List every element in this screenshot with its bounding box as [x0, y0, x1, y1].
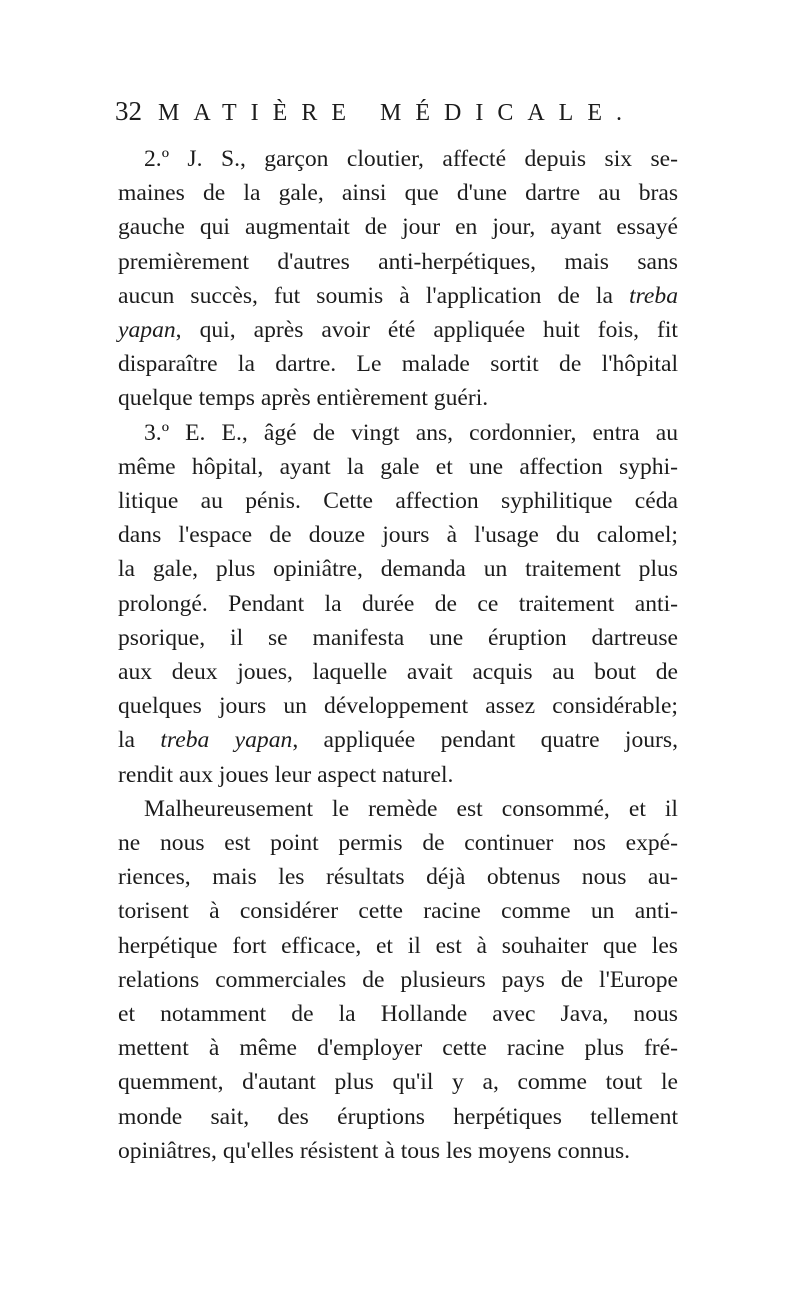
text-segment: disparaître la dartre. Le malade sortit de l'hôpital — [118, 351, 678, 378]
paragraph — [118, 142, 678, 416]
text-segment: , appliquée pendant quatre jours, — [292, 727, 678, 754]
text-line — [118, 142, 678, 176]
text-segment: riences, mais les résultats déjà obtenus nous au- — [118, 864, 678, 891]
text-line — [118, 689, 678, 723]
text-segment: même hôpital, ayant la gale et une affection syphi- — [118, 453, 678, 480]
text-segment: , qui, après avoir été appliquée huit fois, fit — [175, 317, 678, 344]
text-segment: monde sait, des éruptions herpétiques tellement — [118, 1103, 678, 1130]
text-segment: Malheureusement le remède est consommé, et il — [144, 795, 678, 822]
text-line — [118, 484, 678, 518]
text-segment: prolongé. Pendant la durée de ce traitement anti- — [118, 590, 678, 617]
text-segment: premièrement d'autres anti-herpétiques, mais sans — [118, 248, 678, 275]
text-line — [118, 1100, 678, 1134]
text-segment: la — [118, 727, 161, 754]
text-line — [118, 313, 678, 347]
text-line — [118, 929, 678, 963]
text-line — [118, 655, 678, 689]
text-segment: dans l'espace de douze jours à l'usage du calomel; — [118, 522, 678, 549]
paragraph — [118, 416, 678, 792]
text-segment: maines de la gale, ainsi que d'une dartre au bras — [118, 180, 678, 207]
text-segment: herpétique fort efficace, et il est à souhaiter que les — [118, 932, 678, 959]
text-line — [118, 552, 678, 586]
text-segment: quelque temps après entièrement guéri. — [118, 385, 489, 412]
text-segment: 3.º E. E., âgé de vingt ans, cordonnier, entra au — [144, 419, 678, 446]
page-header — [115, 96, 695, 136]
italic-term: treba — [629, 282, 678, 309]
text-segment: ne nous est point permis de continuer nos expé- — [118, 830, 678, 857]
text-line — [118, 963, 678, 997]
text-segment: quelques jours un développement assez considérable; — [118, 693, 678, 720]
text-segment: torisent à considérer cette racine comme un anti- — [118, 898, 678, 925]
text-segment: 2.º J. S., garçon cloutier, affecté depuis six se- — [144, 146, 678, 172]
page-number: 32 — [115, 96, 142, 126]
text-segment: litique au pénis. Cette affection syphilitique céda — [118, 488, 678, 515]
text-segment: opiniâtres, qu'elles résistent à tous les moyens connus. — [118, 1137, 631, 1164]
text-line — [118, 210, 678, 244]
text-segment: quemment, d'autant plus qu'il y a, comme tout le — [118, 1069, 678, 1096]
text-line — [118, 381, 678, 415]
text-line — [118, 587, 678, 621]
text-segment: la gale, plus opiniâtre, demanda un traitement plus — [118, 556, 678, 583]
text-line — [118, 450, 678, 484]
text-line — [118, 621, 678, 655]
text-line — [118, 1134, 678, 1168]
text-line — [118, 279, 678, 313]
text-segment: mettent à même d'employer cette racine plus fré- — [118, 1035, 678, 1062]
text-segment: gauche qui augmentait de jour en jour, ayant essayé — [118, 214, 678, 241]
text-line — [118, 826, 678, 860]
text-line — [118, 518, 678, 552]
paragraph — [118, 792, 678, 1168]
text-line — [118, 997, 678, 1031]
italic-term: treba yapan — [160, 727, 293, 754]
text-segment: rendit aux joues leur aspect naturel. — [118, 761, 454, 788]
text-line — [118, 347, 678, 381]
text-line — [118, 723, 678, 757]
text-line — [118, 176, 678, 210]
running-title: MATIÈRE MÉDICALE. — [158, 100, 636, 126]
body-text — [118, 142, 678, 1168]
text-segment: et notamment de la Hollande avec Java, nous — [118, 1001, 678, 1028]
text-line — [118, 416, 678, 450]
text-segment: psorique, il se manifesta une éruption dartreuse — [118, 624, 678, 651]
text-line — [118, 758, 678, 792]
text-segment: relations commerciales de plusieurs pays de l'Europe — [118, 966, 678, 993]
italic-term: yapan — [118, 317, 176, 344]
text-segment: aux deux joues, laquelle avait acquis au bout de — [118, 659, 678, 686]
text-line — [118, 894, 678, 928]
text-line — [118, 860, 678, 894]
text-line — [118, 1065, 678, 1099]
text-line — [118, 1031, 678, 1065]
text-line — [118, 792, 678, 826]
text-segment: aucun succès, fut soumis à l'application de la — [118, 282, 630, 309]
text-line — [118, 245, 678, 279]
